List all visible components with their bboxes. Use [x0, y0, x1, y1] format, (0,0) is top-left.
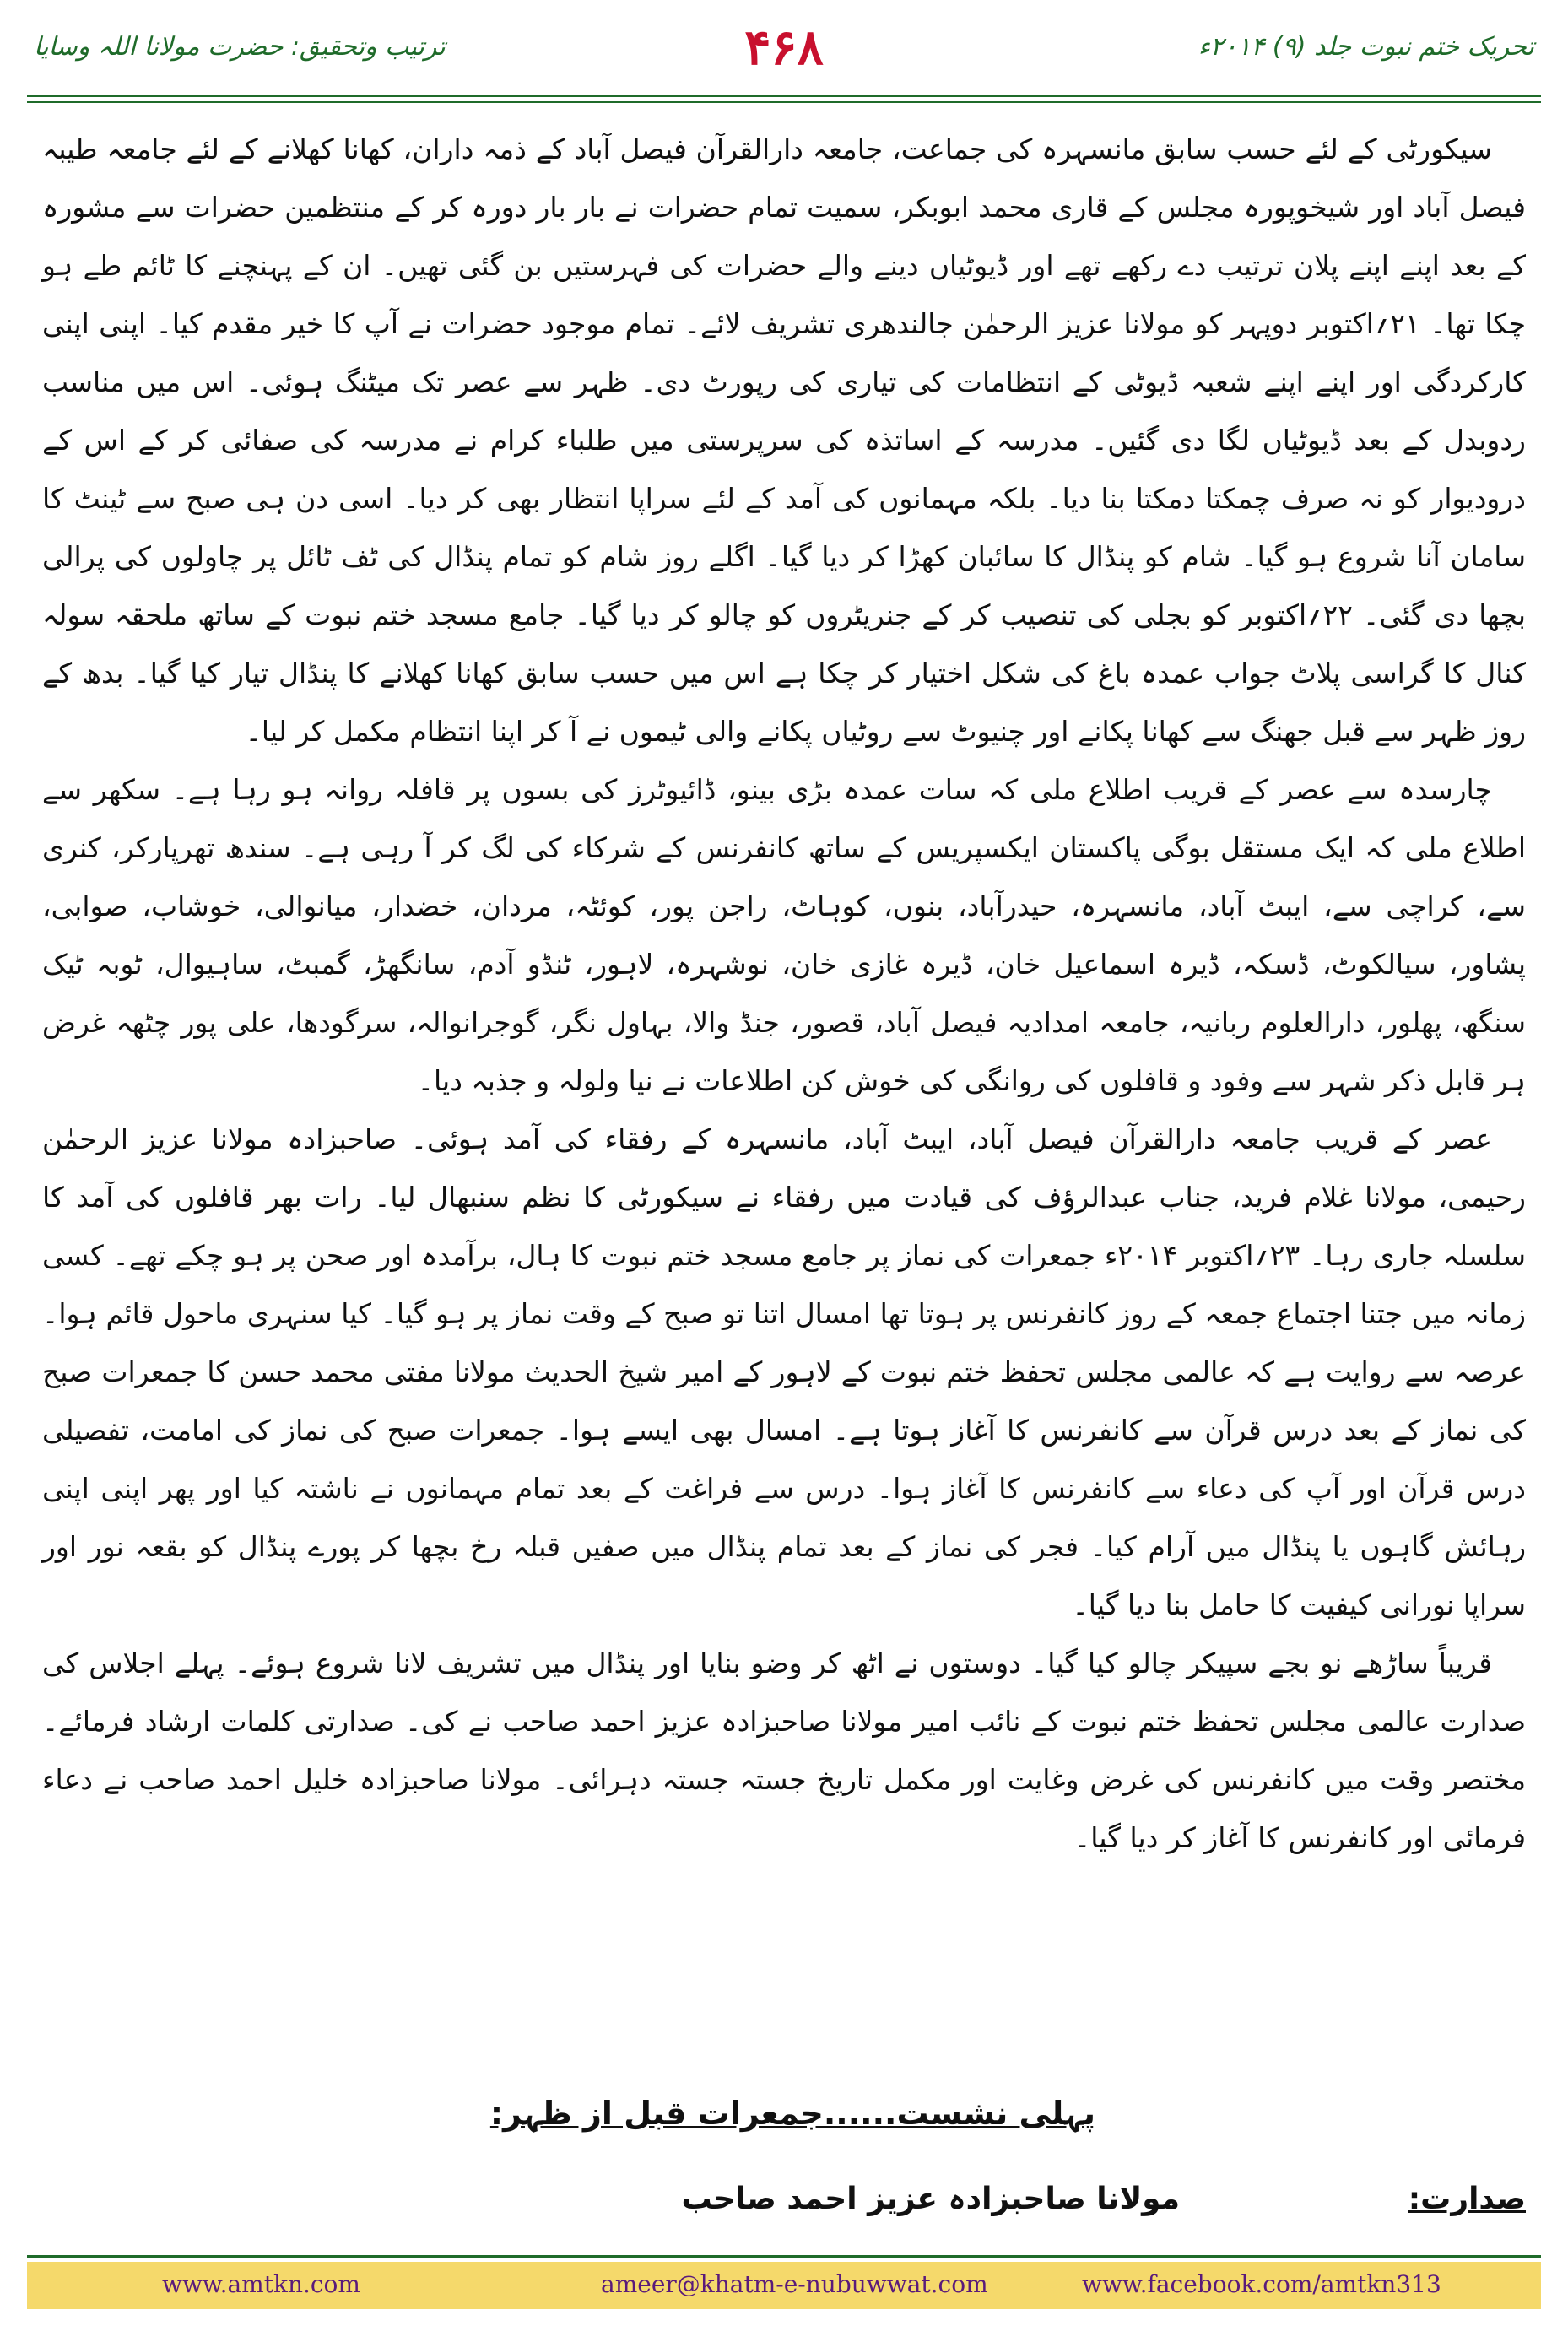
- footer-facebook-link[interactable]: www.facebook.com/amtkn313: [1082, 2270, 1441, 2298]
- presidency-value: مولانا صاحبزادہ عزیز احمد صاحب: [681, 2182, 1180, 2216]
- header-divider-thin: [27, 101, 1541, 103]
- footer-divider: [27, 2255, 1541, 2258]
- article-body: [42, 120, 1526, 1867]
- footer-bar: [27, 2262, 1541, 2309]
- header-book-title: تحریک ختم نبوت جلد (۹) ۲۰۱۴ء: [1198, 32, 1534, 62]
- paragraph-1: سیکورٹی کے لئے حسب سابق مانسہرہ کی جماعت، جامعہ دارالقرآن فیصل آباد کے ذمہ داران، کھانا کھلانے کے لئے جامعہ طیبہ فیصل آباد اور شیخوپورہ مجلس کے قاری محمد ابوبکر، سمیت تمام حضرات نے بار بار دورہ کر کے منتظمین حضرات سے مشورہ کے بعد اپنے اپنے پلان ترتیب دے رکھے تھے اور ڈیوٹیاں دینے والے حضرات کی فہرستیں بن گئی تھیں۔ ان کے پہنچنے کا ٹائم طے ہو چکا تھا۔ ۲۱؍اکتوبر دوپہر کو مولانا عزیز الرحمٰن جالندھری تشریف لائے۔ تمام موجود حضرات نے آپ کا خیر مقدم کیا۔ اپنی اپنی کارکردگی اور اپنے اپنے شعبہ ڈیوٹی کے انتظامات کی تیاری کی رپورٹ دی۔ ظہر سے عصر تک میٹنگ ہوئی۔ اس میں مناسب ردوبدل کے بعد ڈیوٹیاں لگا دی گئیں۔ مدرسہ کے اساتذہ کی سرپرستی میں طلباء کرام نے مدرسہ کی صفائی کر کے اس کے درودیوار کو نہ صرف چمکتا دمکتا بنا دیا۔ بلکہ مہمانوں کی آمد کے لئے سراپا انتظار بھی کر دیا۔ اسی دن ہی صبح سے ٹینٹ کا سامان آنا شروع ہو گیا۔ شام کو پنڈال کا سائبان کھڑا کر دیا گیا۔ اگلے روز شام کو تمام پنڈال کی ٹف ٹائل پر چاولوں کی پرالی بچھا دی گئی۔ ۲۲؍اکتوبر کو بجلی کی تنصیب کر کے جنریٹروں کو چالو کر دیا گیا۔ جامع مسجد ختم نبوت کے ساتھ ملحقہ سولہ کنال کا گراسی پلاٹ جواب عمدہ باغ کی شکل اختیار کر چکا ہے اس میں حسب سابق کھانا کھلانے کا پنڈال تیار کیا گیا۔ بدھ کے روز ظہر سے قبل جھنگ سے کھانا پکانے اور چنیوٹ سے روٹیاں پکانے والی ٹیموں نے آ کر اپنا انتظام مکمل کر لیا۔: [42, 133, 1527, 748]
- footer-website-link[interactable]: www.amtkn.com: [162, 2270, 360, 2298]
- footer-email-link[interactable]: ameer@khatm-e-nubuwwat.com: [601, 2270, 988, 2298]
- page-number: ۴۶۸: [744, 19, 824, 76]
- presidency-label: صدارت:: [1408, 2182, 1526, 2216]
- paragraph-3: عصر کے قریب جامعہ دارالقرآن فیصل آباد، ایبٹ آباد، مانسہرہ کے رفقاء کی آمد ہوئی۔ صاحبزادہ مولانا عزیز الرحمٰن رحیمی، مولانا غلام فرید، جناب عبدالرؤف کی قیادت میں رفقاء نے سیکورٹی کا نظم سنبھال لیا۔ رات بھر قافلوں کی آمد کا سلسلہ جاری رہا۔ ۲۳؍اکتوبر ۲۰۱۴ء جمعرات کی نماز پر جامع مسجد ختم نبوت کا ہال، برآمدہ اور صحن پر ہو چکے تھے۔ کسی زمانہ میں جتنا اجتماع جمعہ کے روز کانفرنس پر ہوتا تھا امسال اتنا تو صبح کے وقت نماز پر ہو گیا۔ کیا سنہری ماحول قائم ہوا۔ عرصہ سے روایت ہے کہ عالمی مجلس تحفظ ختم نبوت کے لاہور کے امیر شیخ الحدیث مولانا مفتی محمد حسن کا جمعرات صبح کی نماز کے بعد درس قرآن سے کانفرنس کا آغاز ہوتا ہے۔ امسال بھی ایسے ہوا۔ جمعرات صبح کی نماز کی امامت، تفصیلی درس قرآن اور آپ کی دعاء سے کانفرنس کا آغاز ہوا۔ درس سے فراغت کے بعد تمام مہمانوں نے ناشتہ کیا اور پھر اپنی اپنی رہائش گاہوں یا پنڈال میں آرام کیا۔ فجر کی نماز کے بعد تمام پنڈال میں صفیں قبلہ رخ بچھا کر پورے پنڈال کو بقعہ نور اور سراپا نورانی کیفیت کا حامل بنا دیا گیا۔: [42, 1122, 1526, 1621]
- paragraph-4: قریباً ساڑھے نو بجے سپیکر چالو کیا گیا۔ دوستوں نے اٹھ کر وضو بنایا اور پنڈال میں تشریف لانا شروع ہوئے۔ پہلے اجلاس کی صدارت عالمی مجلس تحفظ ختم نبوت کے نائب امیر مولانا صاحبزادہ عزیز احمد صاحب نے کی۔ صدارتی کلمات ارشاد فرمائے۔ مختصر وقت میں کانفرنس کی غرض وغایت اور مکمل تاریخ جستہ جستہ دہرائی۔ مولانا صاحبزادہ خلیل احمد صاحب نے دعاء فرمائی اور کانفرنس کا آغاز کر دیا گیا۔: [42, 1647, 1526, 1854]
- header-divider: [27, 95, 1541, 97]
- paragraph-2: چارسدہ سے عصر کے قریب اطلاع ملی کہ سات عمدہ بڑی بینو، ڈائیوٹرز کی بسوں پر قافلہ روانہ ہو رہا ہے۔ سکھر سے اطلاع ملی کہ ایک مستقل بوگی پاکستان ایکسپریس کے ساتھ کانفرنس کے شرکاء کی لگ کر آ رہی ہے۔ سندھ تھرپارکر، کنری سے، کراچی سے، ایبٹ آباد، مانسہرہ، حیدرآباد، بنوں، کوہاٹ، راجن پور، کوئٹہ، مردان، خضدار، میانوالی، خوشاب، صوابی، پشاور، سیالکوٹ، ڈسکہ، ڈیرہ اسماعیل خان، ڈیرہ غازی خان، نوشہرہ، لاہور، ٹنڈو آدم، سانگھڑ، گمبٹ، ساہیوال، ٹوبہ ٹیک سنگھ، پھلور، دارالعلوم ربانیہ، جامعہ امدادیہ فیصل آباد، قصور، جنڈ والا، بہاول نگر، گوجرانوالہ، سرگودھا، علی پور چٹھہ غرض ہر قابل ذکر شہر سے وفود و قافلوں کی روانگی کی خوش کن اطلاعات نے نیا ولولہ و جذبہ دیا۔: [42, 773, 1526, 1097]
- session-heading: پہلی نشست......جمعرات قبل از ظہر:: [489, 2095, 1095, 2132]
- header-compiler: ترتیب وتحقیق: حضرت مولانا اللہ وسایا: [34, 32, 446, 62]
